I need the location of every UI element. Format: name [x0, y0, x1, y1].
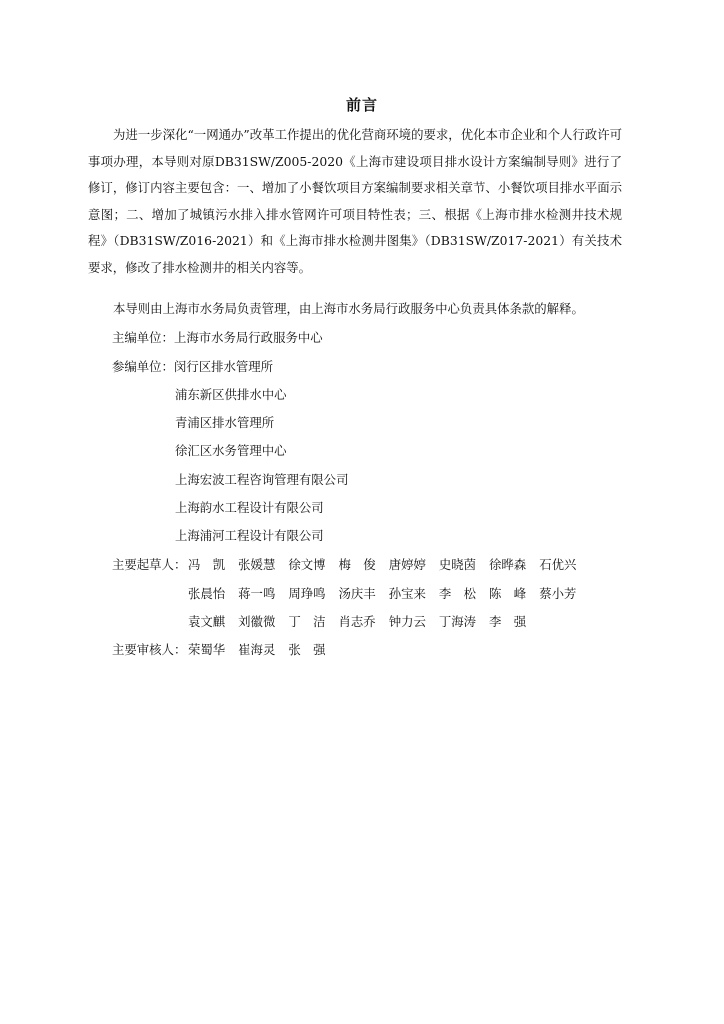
reviewers-label: 主要审核人：: [112, 642, 187, 657]
chief-editor-line: [112, 329, 323, 347]
participant-unit: 浦东新区供排水中心: [175, 387, 287, 402]
drafters-label: 主要起草人：: [112, 557, 187, 572]
drafters-row-3: [188, 613, 539, 631]
drafter-name: 张媛慧: [238, 557, 276, 572]
chief-editor-unit: 上海市水务局行政服务中心: [173, 330, 323, 345]
drafter-name: 袁文麒: [188, 614, 226, 629]
drafter-name: 史晓茵: [438, 557, 477, 572]
participant-unit: 青浦区排水管理所: [175, 415, 275, 430]
reviewer-name: 荣蜀华: [188, 642, 226, 657]
participant-unit: 徐汇区水务管理中心: [175, 443, 287, 458]
drafter-name: 蒋一鸣: [238, 586, 276, 601]
reviewer-name: 崔海灵: [238, 642, 276, 657]
chief-editor-label: 主编单位：: [112, 330, 174, 345]
drafter-name: 钟力云: [388, 614, 426, 629]
drafter-name: 丁海涛: [438, 614, 477, 629]
participant-unit: 上海浦河工程设计有限公司: [175, 528, 324, 543]
drafter-name: 冯 凯: [188, 557, 226, 572]
drafter-name: 丁 洁: [288, 614, 326, 629]
drafter-name: 周琤鸣: [288, 586, 326, 601]
drafter-name: 陈 峰: [489, 586, 527, 601]
reviewer-name: 张 强: [288, 642, 326, 657]
drafter-name: 张晨怡: [188, 586, 226, 601]
drafter-name: 蔡小芳: [539, 586, 577, 601]
drafter-name: 梅 俊: [338, 557, 376, 572]
reviewers-row: [188, 641, 339, 659]
drafter-name: 李 强: [489, 614, 527, 629]
drafter-name: 徐晔森: [489, 557, 527, 572]
drafter-name: 肖志乔: [338, 614, 376, 629]
drafter-name: 徐文博: [288, 557, 326, 572]
participants-line: [112, 358, 273, 376]
drafters-row-1: [188, 556, 589, 574]
participant-unit: 上海宏波工程咨询管理有限公司: [175, 472, 349, 487]
drafter-name: 唐婷婷: [388, 557, 426, 572]
drafters-row-2: [188, 585, 589, 603]
drafter-name: 孙宝来: [388, 586, 426, 601]
participant-unit: 闵行区排水管理所: [173, 359, 274, 374]
foreword-paragraph-2: 本导则由上海市水务局负责管理，由上海市水务局行政服务中心负责具体条款的解释。: [113, 301, 584, 316]
drafter-name: 汤庆丰: [338, 586, 376, 601]
participant-unit: 上海韵水工程设计有限公司: [175, 500, 324, 515]
foreword-paragraph-1: 为进一步深化“一网通办”改革工作提出的优化营商环境的要求，优化本市企业和个人行政许可事项办理，本导则对原DB31SW/Z005-2020《上海市建设项目排水设计方案编制导则》进行了修订，修订内容主要包含：一、增加了小餐饮项目方案编制要求相关章节、小餐饮项目排水平面示意图；二、增加了城镇污水排入排水管网许可项目特性表；三、根据《上海市排水检测井技术规程》（DB31SW/Z016-2021）和《上海市排水检测井图集》（DB31SW/Z017-2021）有关技术要求，修改了排水检测井的相关内容等。: [88, 127, 622, 275]
participants-label: 参编单位：: [112, 359, 174, 374]
drafter-name: 刘徽微: [238, 614, 276, 629]
page-title: 前言: [345, 96, 378, 114]
drafter-name: 李 松: [438, 586, 477, 601]
drafter-name: 石优兴: [539, 557, 577, 572]
